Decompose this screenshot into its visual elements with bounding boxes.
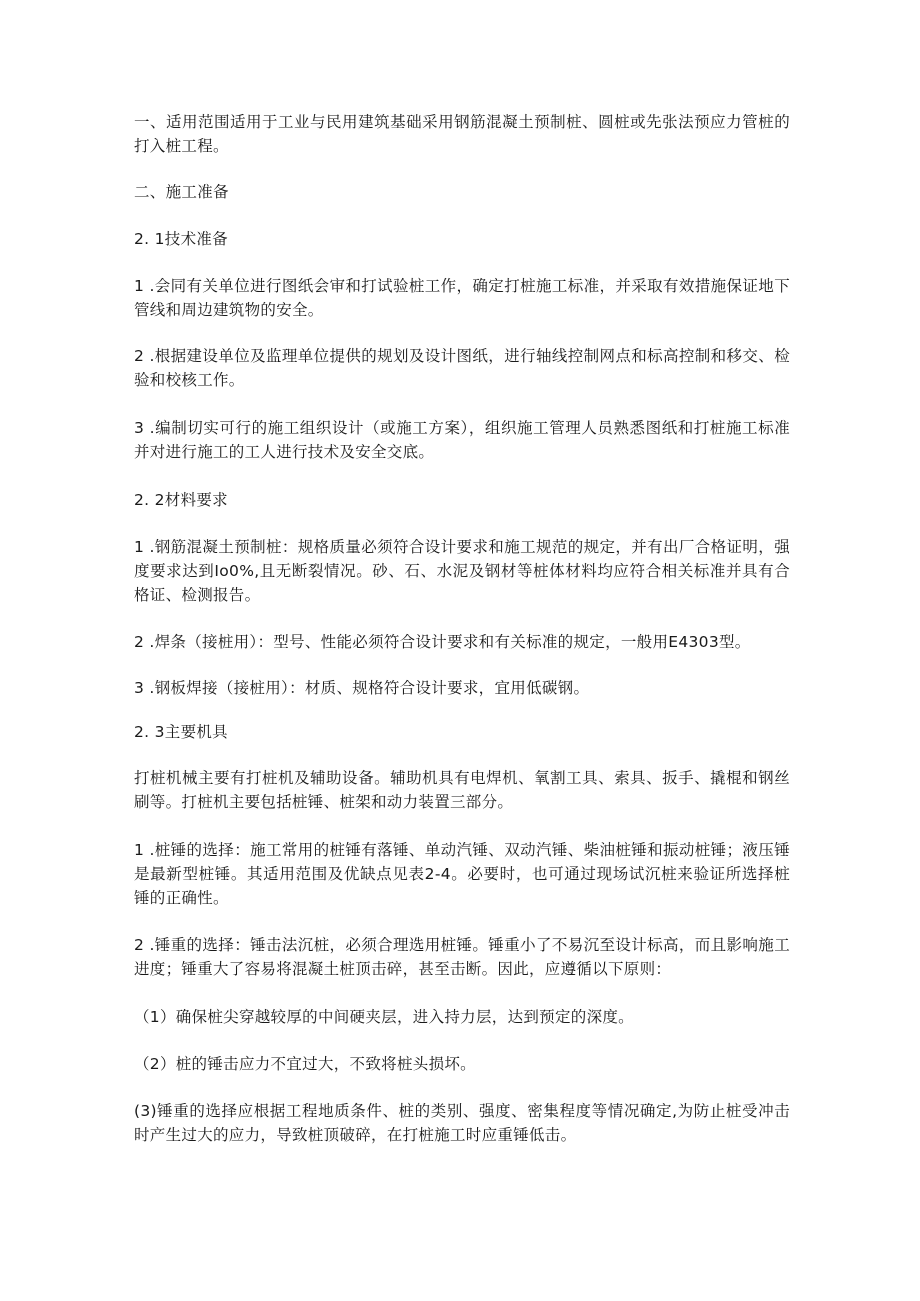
- paragraph-tech-2: 2 .根据建设单位及监理单位提供的规划及设计图纸，进行轴线控制网点和标高控制和移交、检验和校核工作。: [134, 347, 790, 389]
- paragraph-principle-3: (3)锤重的选择应根据工程地质条件、桩的类别、强度、密集程度等情况确定,为防止桩受冲击时产生过大的应力，导致桩顶破碎，在打桩施工时应重锤低击。: [134, 1102, 790, 1144]
- paragraph-hammer-selection: 1 .桩锤的选择：施工常用的桩锤有落锤、单动汽锤、双动汽锤、柴油桩锤和振动桩锤；液压锤是最新型桩锤。其适用范围及优缺点见表2-4。必要时，也可通过现场试沉桩来验证所选择桩锤的正确性。: [134, 841, 790, 907]
- paragraph-material-1: 1 .钢筋混凝土预制桩：规格质量必须符合设计要求和施工规范的规定，并有出厂合格证明，强度要求达到Io0%,且无断裂情况。砂、石、水泥及钢材等桩体材料均应符合相关标准并具有合格证、检测报告。: [134, 538, 790, 604]
- paragraph-principle-2: （2）桩的锤击应力不宜过大，不致将桩头损坏。: [134, 1055, 476, 1073]
- paragraph-principle-1: （1）确保桩尖穿越较厚的中间硬夹层，进入持力层，达到预定的深度。: [134, 1008, 634, 1026]
- paragraph-material-2: 2 .焊条（接桩用）：型号、性能必须符合设计要求和有关标准的规定，一般用E4303型。: [134, 633, 751, 651]
- heading-material-req: 2. 2材料要求: [134, 491, 228, 509]
- paragraph-scope: 一、适用范围适用于工业与民用建筑基础采用钢筋混凝土预制桩、圆桩或先张法预应力管桩的打入桩工程。: [134, 113, 790, 155]
- heading-construction-prep: 二、施工准备: [134, 183, 229, 201]
- paragraph-tech-1: 1 .会同有关单位进行图纸会审和打试验桩工作，确定打桩施工标准，并采取有效措施保证地下管线和周边建筑物的安全。: [134, 277, 790, 319]
- heading-main-equipment: 2. 3主要机具: [134, 723, 228, 741]
- paragraph-hammer-weight: 2 .锤重的选择：锤击法沉桩，必须合理选用桩锤。锤重小了不易沉至设计标高，而且影响施工进度；锤重大了容易将混凝土桩顶击碎，甚至击断。因此，应遵循以下原则：: [134, 936, 790, 978]
- heading-technical-prep: 2. 1技术准备: [134, 230, 228, 248]
- paragraph-equipment-intro: 打桩机械主要有打桩机及辅助设备。辅助机具有电焊机、氧割工具、索具、扳手、撬棍和钢丝刷等。打桩机主要包括桩锤、桩架和动力装置三部分。: [134, 769, 790, 811]
- paragraph-material-3: 3 .钢板焊接（接桩用）：材质、规格符合设计要求，宜用低碳钢。: [134, 679, 590, 697]
- paragraph-tech-3: 3 .编制切实可行的施工组织设计（或施工方案），组织施工管理人员熟悉图纸和打桩施工标准并对进行施工的工人进行技术及安全交底。: [134, 419, 790, 461]
